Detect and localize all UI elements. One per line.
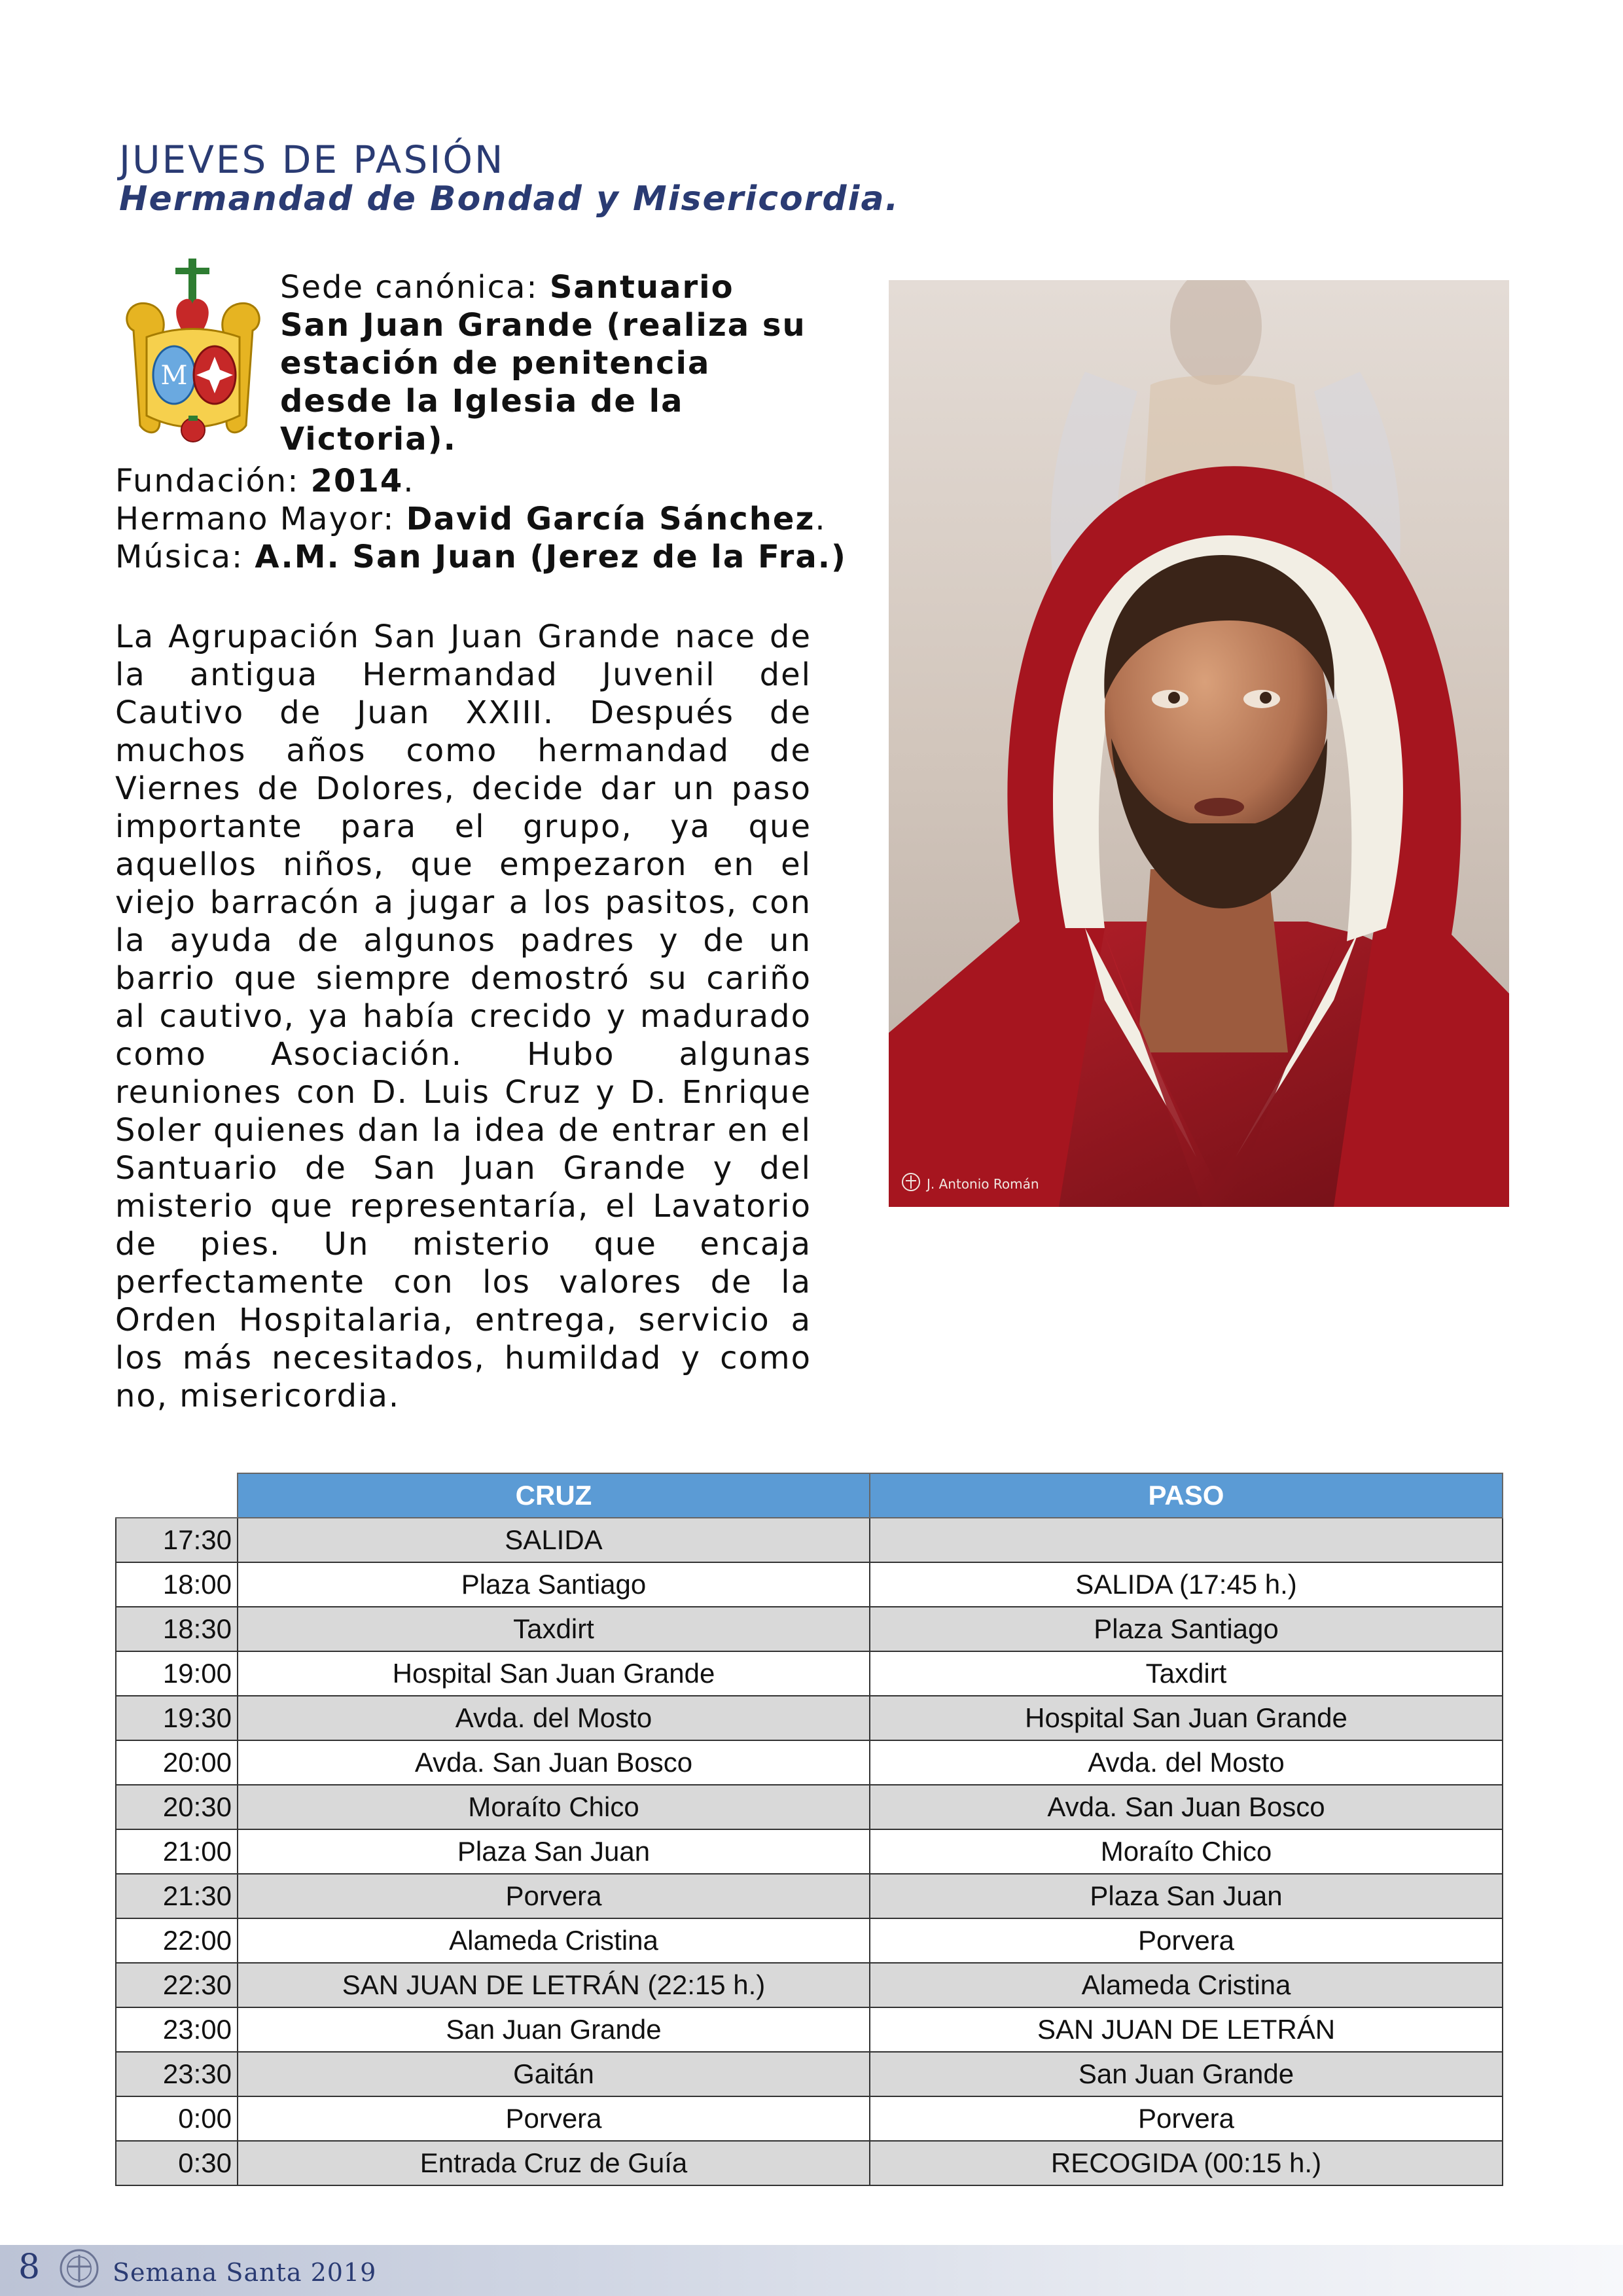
paso-cell: Moraíto Chico: [870, 1829, 1503, 1874]
page-number: 8: [18, 2248, 41, 2287]
header-paso: PASO: [870, 1473, 1503, 1518]
hermandad-facts: [115, 462, 847, 576]
time-cell: 21:00: [116, 1829, 238, 1874]
paso-cell: San Juan Grande: [870, 2052, 1503, 2096]
paso-cell: Porvera: [870, 2096, 1503, 2141]
photographer-logo-icon: [901, 1172, 921, 1193]
time-cell: 23:00: [116, 2007, 238, 2052]
cruz-cell: Avda. San Juan Bosco: [238, 1740, 870, 1785]
time-cell: 23:30: [116, 2052, 238, 2096]
table-row: [116, 1740, 1503, 1785]
paso-cell: Taxdirt: [870, 1651, 1503, 1696]
sede-label: Sede canónica:: [280, 269, 550, 306]
table-corner-cell: [116, 1473, 238, 1518]
history-paragraph: La Agrupación San Juan Grande nace de la antigua Hermandad Juvenil del Cautivo de Juan XXIII. Después de muchos años como hermandad de Viernes de Dolores, decide dar un paso importante para el grupo, ya que aquellos niños, que empezaron en el viejo barracón a jugar a los pasitos, con la ayuda de algunos padres y de un barrio que siempre demostró su cariño al cautivo, ya había crecido y madurado como Asociación. Hubo algunas reuniones con D. Luis Cruz y D. Enrique Soler quienes dan la idea de entrar en el Santuario de San Juan Grande y del misterio que representaría, el Lavatorio de pies. Un misterio que encaja perfectamente con los valores de la Orden Hospitalaria, entrega, servicio a los más necesitados, humildad y como no, misericordia.: [115, 619, 812, 1414]
hermano-mayor-value: David García Sánchez: [406, 501, 815, 537]
procession-schedule-table: [115, 1473, 1503, 2186]
time-cell: 20:30: [116, 1785, 238, 1829]
paso-cell: SAN JUAN DE LETRÁN: [870, 2007, 1503, 2052]
time-cell: 18:30: [116, 1607, 238, 1651]
table-row: [116, 1607, 1503, 1651]
cruz-cell: Plaza San Juan: [238, 1829, 870, 1874]
fundacion-label: Fundación:: [115, 463, 311, 499]
paso-cell: Plaza Santiago: [870, 1607, 1503, 1651]
cruz-cell: Porvera: [238, 1874, 870, 1918]
cruz-cell: Hospital San Juan Grande: [238, 1651, 870, 1696]
paso-cell: Avda. San Juan Bosco: [870, 1785, 1503, 1829]
table-row: [116, 2096, 1503, 2141]
time-cell: 19:30: [116, 1696, 238, 1740]
cruz-cell: Porvera: [238, 2096, 870, 2141]
cruz-cell: Plaza Santiago: [238, 1562, 870, 1607]
table-row: [116, 1651, 1503, 1696]
paso-cell: RECOGIDA (00:15 h.): [870, 2141, 1503, 2185]
paso-cell: [870, 1518, 1503, 1562]
cruz-cell: Taxdirt: [238, 1607, 870, 1651]
paso-cell: Porvera: [870, 1918, 1503, 1963]
fundacion-end: .: [403, 463, 415, 499]
table-row: [116, 1518, 1503, 1562]
cruz-cell: Entrada Cruz de Guía: [238, 2141, 870, 2185]
hermano-mayor-label: Hermano Mayor:: [115, 501, 406, 537]
header-cruz: CRUZ: [238, 1473, 870, 1518]
page-title: JUEVES DE PASIÓN: [119, 137, 505, 182]
table-row: [116, 1963, 1503, 2007]
paso-cell: SALIDA (17:45 h.): [870, 1562, 1503, 1607]
cruz-cell: SALIDA: [238, 1518, 870, 1562]
cruz-cell: SAN JUAN DE LETRÁN (22:15 h.): [238, 1963, 870, 2007]
paso-cell: Plaza San Juan: [870, 1874, 1503, 1918]
time-cell: 0:00: [116, 2096, 238, 2141]
photo-credit: J. Antonio Román: [927, 1176, 1039, 1192]
musica-label: Música:: [115, 539, 255, 575]
sede-canonica: [280, 268, 809, 458]
table-row: [116, 1562, 1503, 1607]
fundacion-line: [115, 462, 822, 500]
time-cell: 18:00: [116, 1562, 238, 1607]
time-cell: 0:30: [116, 2141, 238, 2185]
paso-cell: Alameda Cristina: [870, 1963, 1503, 2007]
page-subtitle: Hermandad de Bondad y Misericordia.: [119, 179, 900, 219]
table-row: [116, 1696, 1503, 1740]
cruz-cell: Moraíto Chico: [238, 1785, 870, 1829]
time-cell: 22:00: [116, 1918, 238, 1963]
cofradia-emblem-icon: [58, 2247, 101, 2290]
musica-value: A.M. San Juan (Jerez de la Fra.): [255, 539, 847, 575]
paso-cell: Hospital San Juan Grande: [870, 1696, 1503, 1740]
table-header-row: [116, 1473, 1503, 1518]
table-row: [116, 1874, 1503, 1918]
cruz-cell: Alameda Cristina: [238, 1918, 870, 1963]
hermano-mayor-end: .: [815, 501, 827, 537]
cruz-cell: Avda. del Mosto: [238, 1696, 870, 1740]
table-row: [116, 2052, 1503, 2096]
time-cell: 17:30: [116, 1518, 238, 1562]
time-cell: 21:30: [116, 1874, 238, 1918]
cruz-cell: San Juan Grande: [238, 2007, 870, 2052]
cristo-photo: [889, 280, 1509, 1207]
time-cell: 20:00: [116, 1740, 238, 1785]
table-row: [116, 1918, 1503, 1963]
publication-name: Semana Santa 2019: [113, 2258, 377, 2287]
sede-value: Santuario San Juan Grande (realiza su estación de penitencia desde la Iglesia de la Victoria).: [280, 269, 806, 457]
time-cell: 22:30: [116, 1963, 238, 2007]
table-row: [116, 1785, 1503, 1829]
cruz-cell: Gaitán: [238, 2052, 870, 2096]
table-row: [116, 2141, 1503, 2185]
schedule-body: [116, 1518, 1503, 2185]
hermano-mayor-line: [115, 500, 827, 538]
table-row: [116, 2007, 1503, 2052]
musica-line: [115, 538, 847, 576]
table-row: [116, 1829, 1503, 1874]
hermandad-crest-icon: [120, 259, 266, 455]
fundacion-value: 2014: [310, 463, 404, 499]
svg-text:M: M: [160, 361, 188, 391]
paso-cell: Avda. del Mosto: [870, 1740, 1503, 1785]
time-cell: 19:00: [116, 1651, 238, 1696]
